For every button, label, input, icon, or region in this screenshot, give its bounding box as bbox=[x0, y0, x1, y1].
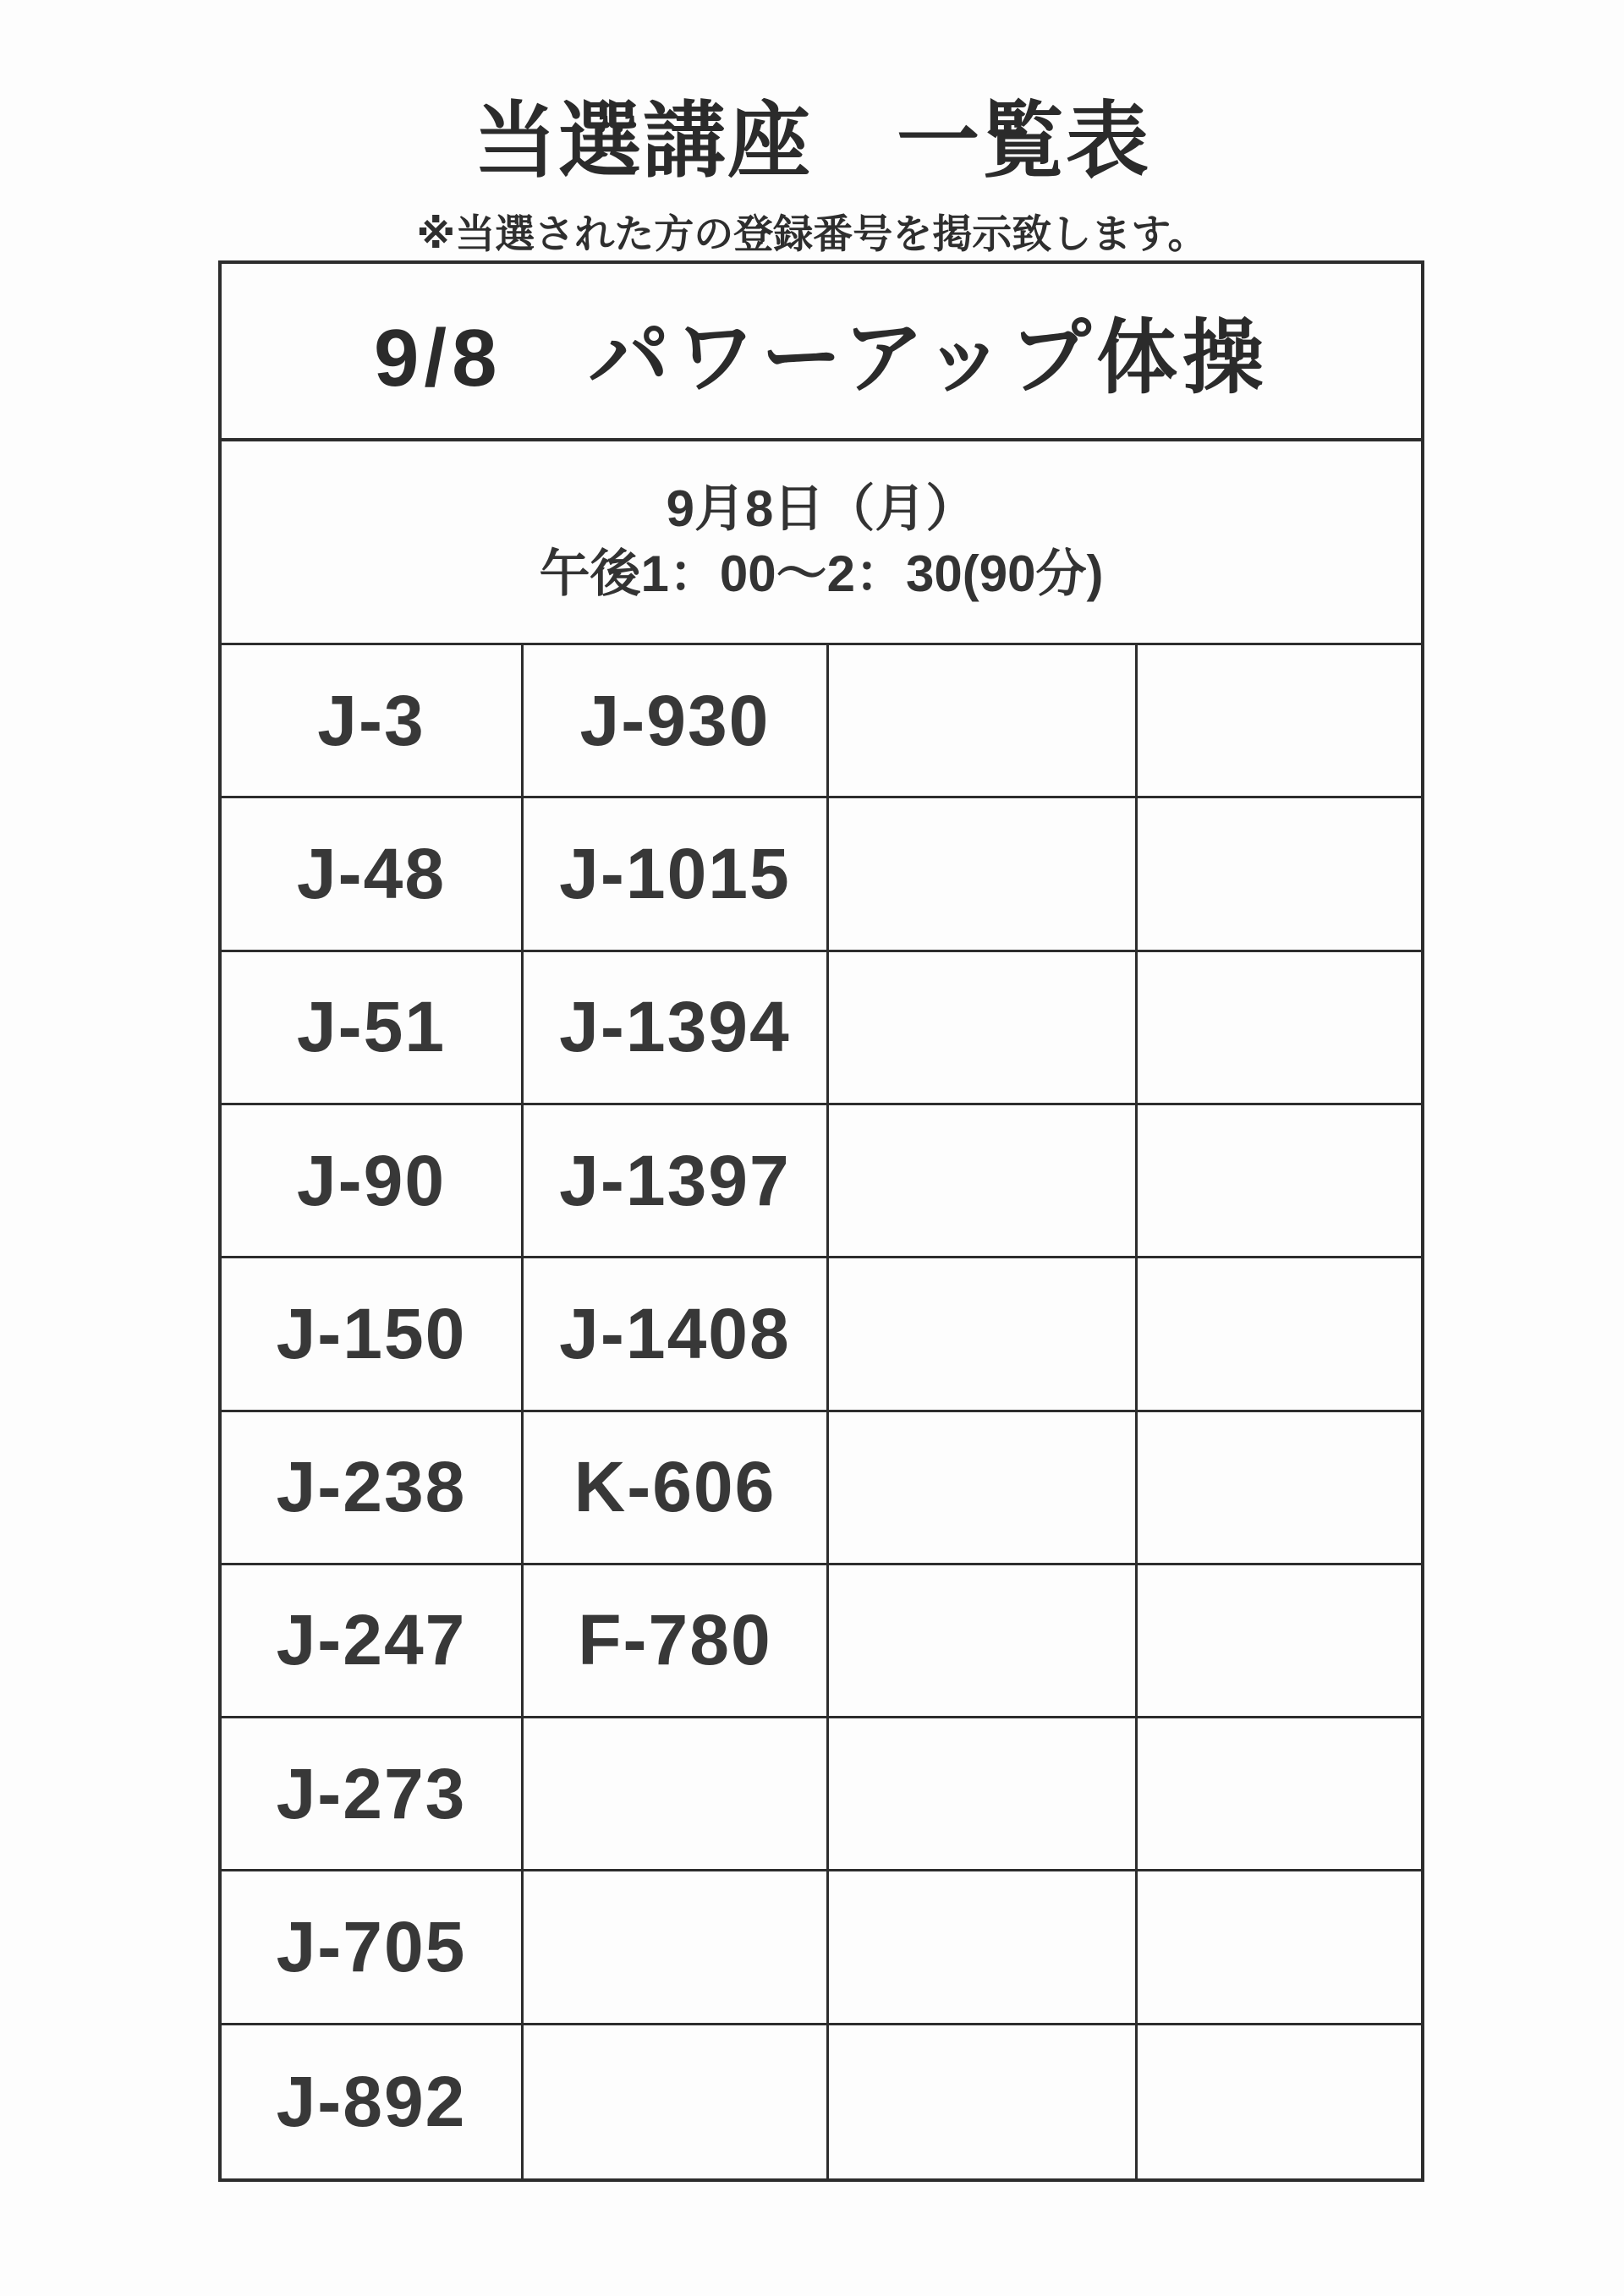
registration-cell: K-606 bbox=[524, 1412, 829, 1565]
registration-cell: J-1394 bbox=[524, 952, 829, 1105]
registration-cell bbox=[829, 1412, 1138, 1565]
registration-cell bbox=[1138, 1105, 1421, 1258]
registration-cell bbox=[1138, 1412, 1421, 1565]
registration-cell: J-48 bbox=[222, 798, 524, 951]
course-header: 9/8 パワーアップ体操 bbox=[222, 264, 1421, 441]
registration-cell bbox=[829, 952, 1138, 1105]
registration-cell: J-930 bbox=[524, 645, 829, 798]
registration-grid bbox=[222, 645, 1421, 2178]
registration-cell bbox=[1138, 1258, 1421, 1411]
registration-cell: F-780 bbox=[524, 1565, 829, 1718]
winners-table bbox=[218, 260, 1424, 2182]
schedule-date: 9月8日（月） bbox=[666, 480, 977, 538]
registration-cell bbox=[1138, 1718, 1421, 1871]
registration-cell: J-1015 bbox=[524, 798, 829, 951]
schedule-time: 午後1：00～2：30(90分) bbox=[539, 545, 1104, 602]
page-subtitle: ※当選された方の登録番号を掲示致します。 bbox=[416, 211, 1208, 256]
registration-cell: J-892 bbox=[222, 2025, 524, 2178]
registration-cell bbox=[1138, 798, 1421, 951]
registration-cell bbox=[1138, 1871, 1421, 2025]
registration-cell: J-238 bbox=[222, 1412, 524, 1565]
schedule-cell bbox=[222, 441, 1421, 645]
registration-cell: J-273 bbox=[222, 1718, 524, 1871]
registration-cell bbox=[829, 645, 1138, 798]
registration-cell: J-3 bbox=[222, 645, 524, 798]
registration-cell bbox=[524, 2025, 829, 2178]
registration-cell bbox=[829, 1105, 1138, 1258]
registration-cell: J-705 bbox=[222, 1871, 524, 2025]
registration-cell bbox=[1138, 645, 1421, 798]
registration-cell: J-51 bbox=[222, 952, 524, 1105]
registration-cell: J-150 bbox=[222, 1258, 524, 1411]
registration-cell: J-247 bbox=[222, 1565, 524, 1718]
registration-cell bbox=[829, 2025, 1138, 2178]
registration-cell bbox=[1138, 1565, 1421, 1718]
registration-cell bbox=[1138, 2025, 1421, 2178]
registration-cell bbox=[829, 1871, 1138, 2025]
page-title: 当選講座 一覧表 bbox=[473, 94, 1150, 187]
registration-cell: J-1408 bbox=[524, 1258, 829, 1411]
registration-cell bbox=[829, 1565, 1138, 1718]
registration-cell: J-90 bbox=[222, 1105, 524, 1258]
registration-cell bbox=[829, 1258, 1138, 1411]
registration-cell: J-1397 bbox=[524, 1105, 829, 1258]
registration-cell bbox=[829, 798, 1138, 951]
registration-cell bbox=[524, 1718, 829, 1871]
registration-cell bbox=[829, 1718, 1138, 1871]
registration-cell bbox=[524, 1871, 829, 2025]
registration-cell bbox=[1138, 952, 1421, 1105]
